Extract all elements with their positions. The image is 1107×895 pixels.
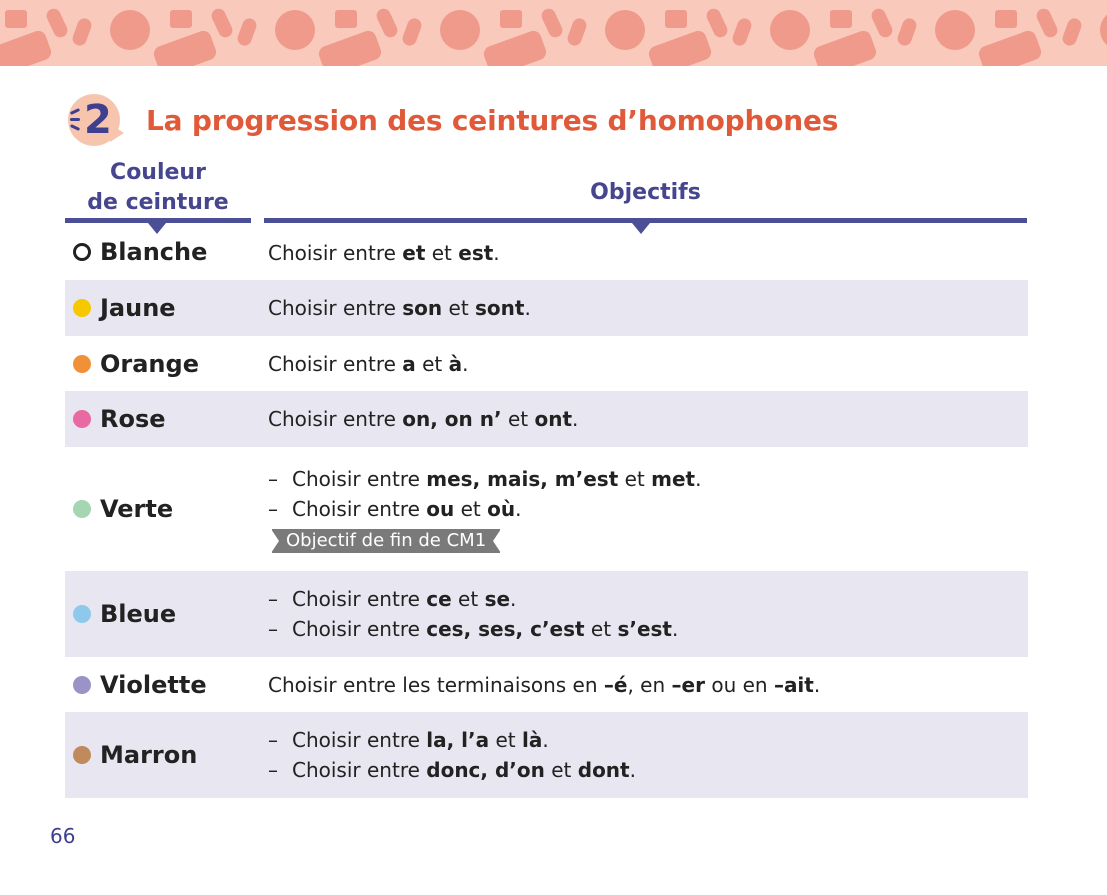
- banner-doodle: [935, 10, 975, 50]
- table-row: [65, 712, 1028, 798]
- belt-label: Verte: [100, 495, 174, 523]
- belt-cell: [73, 237, 207, 267]
- banner-doodle: [665, 10, 687, 28]
- table-row: [65, 447, 1028, 571]
- banner-doodle: [812, 29, 879, 66]
- belt-color-dot-icon: [73, 410, 91, 428]
- table-row: [65, 280, 1028, 336]
- section-number: 2: [84, 97, 112, 143]
- belt-color-dot-icon: [73, 299, 91, 317]
- belt-cell: [73, 494, 173, 524]
- banner-doodle: [1061, 16, 1084, 47]
- belt-color-dot-icon: [73, 500, 91, 518]
- objective-line: – Choisir entre mes, mais, m’est et met.: [268, 467, 702, 491]
- objective-line: Choisir entre et et est.: [268, 241, 500, 265]
- page-number: 66: [50, 824, 76, 848]
- banner-doodle: [0, 29, 53, 66]
- banner-doodle: [236, 16, 259, 47]
- objectives-cell: [268, 404, 578, 434]
- belt-label: Orange: [100, 349, 199, 378]
- banner-doodle: [830, 10, 852, 28]
- speech-bubble-tail: [110, 124, 124, 142]
- objective-line: Choisir entre les terminaisons en –é, en –er ou en –ait.: [268, 673, 821, 697]
- banner-doodle: [335, 10, 357, 28]
- banner-doodle: [605, 10, 645, 50]
- table-row: [65, 657, 1028, 712]
- banner-doodle: [152, 29, 219, 66]
- banner-doodle: [110, 10, 150, 50]
- objective-line: – Choisir entre la, l’a et là.: [268, 728, 549, 752]
- objective-line: Choisir entre son et sont.: [268, 296, 531, 320]
- objective-line: – Choisir entre ou et où.: [268, 497, 522, 521]
- banner-doodle: [44, 6, 69, 39]
- belt-color-dot-icon: [73, 243, 91, 261]
- belt-label: Jaune: [100, 294, 176, 322]
- column-header-belt-color: [65, 158, 251, 218]
- section-heading: [64, 92, 838, 148]
- banner-doodle: [374, 6, 399, 39]
- belt-color-dot-icon: [73, 605, 91, 623]
- banner-doodle: [317, 29, 384, 66]
- objectives-cell: [268, 464, 701, 554]
- objective-line: Choisir entre a et à.: [268, 352, 469, 376]
- banner-doodle: [209, 6, 234, 39]
- banner-doodle: [275, 10, 315, 50]
- column-header-line: Couleur: [110, 160, 206, 185]
- column-header-objectives: Objectifs: [590, 180, 701, 205]
- belt-color-dot-icon: [73, 676, 91, 694]
- decorative-banner: [0, 0, 1107, 66]
- banner-doodle: [647, 29, 714, 66]
- belt-label: Rose: [100, 405, 166, 433]
- banner-doodle: [704, 6, 729, 39]
- belt-label: Blanche: [100, 237, 208, 266]
- belt-cell: [73, 349, 199, 379]
- belt-label: Bleue: [100, 600, 177, 628]
- belt-cell: [73, 740, 197, 770]
- banner-doodle: [5, 10, 27, 28]
- belt-cell: [73, 599, 176, 629]
- objectives-cell: [268, 349, 469, 379]
- banner-doodle: [500, 10, 522, 28]
- banner-doodle: [770, 10, 810, 50]
- banner-doodle: [731, 16, 754, 47]
- banner-doodle: [566, 16, 589, 47]
- banner-doodle: [995, 10, 1017, 28]
- objectives-cell: [268, 670, 820, 700]
- belt-label: Marron: [100, 741, 198, 769]
- table-row: [65, 571, 1028, 657]
- banner-doodle: [482, 29, 549, 66]
- objectives-cell: [268, 238, 500, 268]
- banner-doodle: [896, 16, 919, 47]
- objective-line: – Choisir entre ce et se.: [268, 587, 517, 611]
- banner-doodle: [977, 29, 1044, 66]
- banner-doodle: [1034, 6, 1059, 39]
- belt-cell: [73, 293, 176, 323]
- banner-doodle: [401, 16, 424, 47]
- belt-label: Violette: [100, 670, 207, 699]
- banner-doodle: [539, 6, 564, 39]
- belt-color-dot-icon: [73, 746, 91, 764]
- objective-line: Choisir entre on, on n’ et ont.: [268, 407, 579, 431]
- column-header-line: de ceinture: [87, 190, 229, 215]
- objective-line: – Choisir entre donc, d’on et dont.: [268, 758, 636, 782]
- sparkle-rays-icon: [70, 110, 82, 130]
- objective-line: – Choisir entre ces, ses, c’est et s’est.: [268, 617, 679, 641]
- objectives-cell: [268, 584, 678, 644]
- table-row: [65, 336, 1028, 391]
- banner-doodle: [869, 6, 894, 39]
- section-number-badge: [64, 92, 126, 148]
- belt-cell: [73, 670, 207, 700]
- banner-doodle: [440, 10, 480, 50]
- objectives-cell: [268, 725, 636, 785]
- grade-goal-ribbon: Objectif de fin de CM1: [272, 529, 500, 553]
- belt-cell: [73, 404, 166, 434]
- banner-doodle: [71, 16, 94, 47]
- belt-color-dot-icon: [73, 355, 91, 373]
- objectives-cell: [268, 293, 531, 323]
- table-row: [65, 391, 1028, 447]
- banner-doodle: [1100, 10, 1107, 50]
- table-row: [65, 225, 1028, 280]
- banner-doodle: [170, 10, 192, 28]
- section-title: La progression des ceintures d’homophones: [146, 103, 839, 137]
